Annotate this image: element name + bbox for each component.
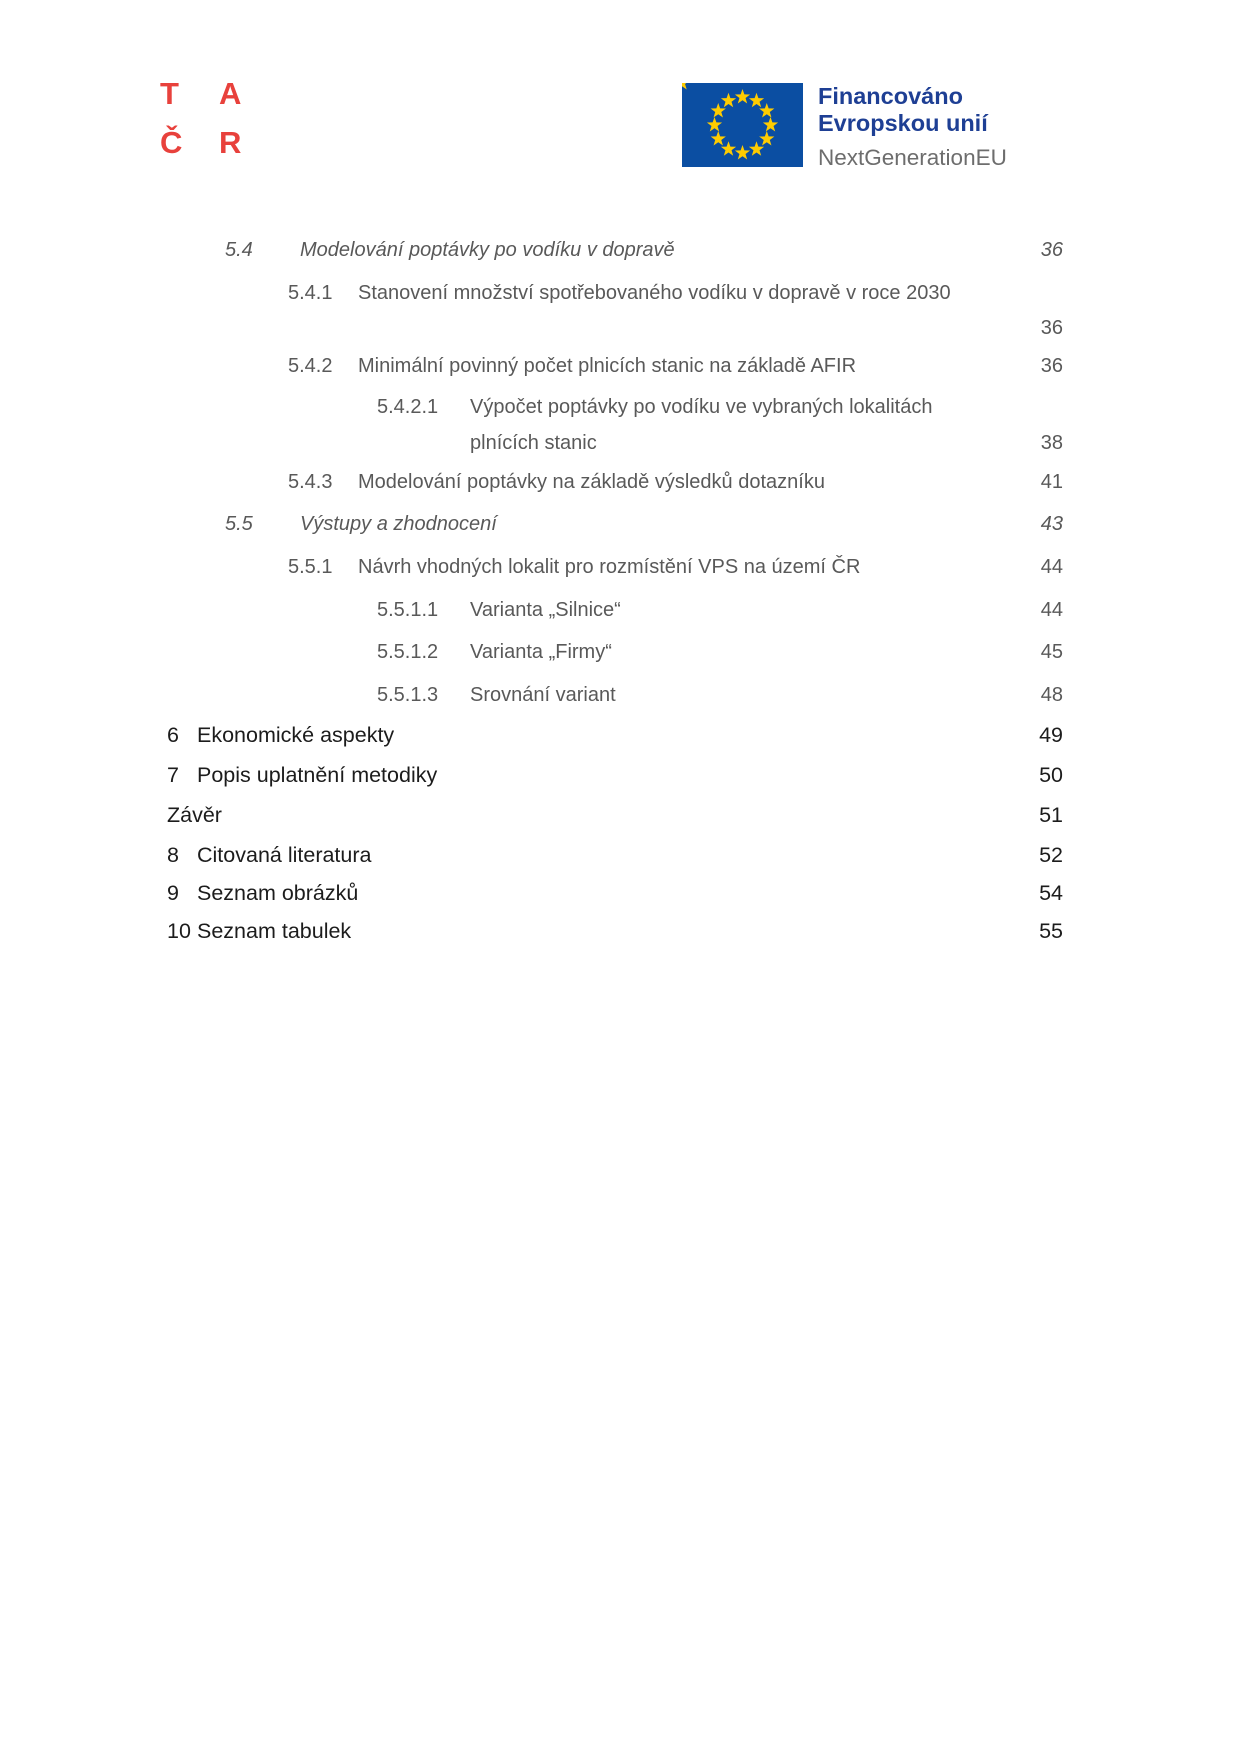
toc-entry-number: 5.4	[225, 239, 253, 261]
toc-entry-number: 5.5.1.1	[377, 599, 439, 621]
tacr-letter-t: T	[160, 76, 179, 111]
toc-entry-number: 5.4.3	[288, 471, 333, 493]
toc-entry-title: Seznam tabulek	[197, 919, 352, 943]
toc-entry-page: 49	[1039, 723, 1063, 747]
toc-entry-number: 5.5	[225, 513, 253, 535]
toc-row	[0, 395, 1063, 425]
toc-row	[0, 555, 1063, 585]
toc-entry-title: Ekonomické aspekty	[197, 723, 395, 747]
toc-row	[0, 723, 1063, 753]
toc-row	[0, 238, 1063, 268]
toc-entry-page: 38	[1040, 432, 1063, 454]
toc-row	[0, 470, 1063, 500]
toc-entry-number: 9	[167, 881, 179, 905]
toc-entry-number: 8	[167, 843, 179, 867]
toc-entry-page: 55	[1039, 919, 1063, 943]
toc-row	[0, 640, 1063, 670]
toc-entry-title: Modelování poptávky po vodíku v dopravě	[300, 239, 675, 261]
toc-entry-page: 48	[1040, 684, 1063, 706]
toc-row	[0, 843, 1063, 873]
tacr-letter-c: Č	[160, 125, 183, 160]
toc-entry-page: 41	[1040, 471, 1063, 493]
toc-entry-page: 45	[1040, 641, 1063, 663]
toc-entry-page: 36	[1040, 355, 1063, 377]
toc-row	[0, 281, 1063, 311]
toc-row	[0, 431, 1063, 461]
toc-entry-page: 51	[1039, 803, 1063, 827]
toc-entry-title: Srovnání variant	[470, 684, 616, 706]
eu-funding-line2: Evropskou unií	[818, 110, 988, 136]
toc-entry-number: 6	[167, 723, 179, 747]
toc-entry-title: plnících stanic	[470, 432, 597, 454]
toc-entry-number: 5.4.2.1	[377, 396, 439, 418]
toc-entry-page: 52	[1039, 843, 1063, 867]
toc-row	[0, 803, 1063, 833]
toc-entry-title: Citovaná literatura	[197, 843, 372, 867]
toc-entry-title: Minimální povinný počet plnicích stanic na základě AFIR	[358, 355, 857, 377]
toc-entry-page: 54	[1039, 881, 1063, 905]
tacr-letter-r: R	[219, 125, 242, 160]
toc-row	[0, 881, 1063, 911]
toc-entry-title: Modelování poptávky na základě výsledků dotazníku	[358, 471, 825, 493]
toc-entry-number: 7	[167, 763, 179, 787]
eu-flag-icon	[682, 83, 803, 167]
toc-entry-title: Stanovení množství spotřebovaného vodíku v dopravě v roce 2030	[358, 282, 951, 304]
toc-entry-page: 43	[1040, 513, 1063, 535]
toc-entry-page: 36	[1040, 239, 1063, 261]
toc-row	[0, 316, 1063, 346]
toc-entry-title: Návrh vhodných lokalit pro rozmístění VPS na území ČR	[358, 556, 861, 578]
toc-entry-number: 5.5.1.3	[377, 684, 439, 706]
toc-entry-title: Seznam obrázků	[197, 881, 359, 905]
toc-entry-title: Výpočet poptávky po vodíku ve vybraných lokalitách	[470, 396, 933, 418]
toc-entry-page: 50	[1039, 763, 1063, 787]
toc-entry-page: 44	[1040, 599, 1063, 621]
toc-entry-number: 5.5.1.2	[377, 641, 439, 663]
toc-entry-number: 10	[167, 919, 191, 943]
toc-entry-title: Výstupy a zhodnocení	[300, 513, 497, 535]
toc-row	[0, 763, 1063, 793]
eu-funding-line1: Financováno	[818, 83, 963, 109]
tacr-letter-a: A	[219, 76, 242, 111]
eu-nextgeneration-label: NextGenerationEU	[818, 145, 1007, 170]
toc-row	[0, 354, 1063, 384]
toc-row	[0, 683, 1063, 713]
toc-entry-title: Varianta „Firmy“	[470, 641, 612, 663]
toc-entry-number: 5.4.2	[288, 355, 333, 377]
toc-entry-number: 5.5.1	[288, 556, 333, 578]
toc-entry-title: Varianta „Silnice“	[470, 599, 621, 621]
toc-row	[0, 919, 1063, 949]
toc-row	[0, 512, 1063, 542]
toc-entry-number: 5.4.1	[288, 282, 333, 304]
toc-entry-page: 36	[1040, 317, 1063, 339]
toc-entry-page: 44	[1040, 556, 1063, 578]
toc-row	[0, 598, 1063, 628]
toc-entry-title: Popis uplatnění metodiky	[197, 763, 438, 787]
toc-entry-title: Závěr	[167, 803, 222, 827]
